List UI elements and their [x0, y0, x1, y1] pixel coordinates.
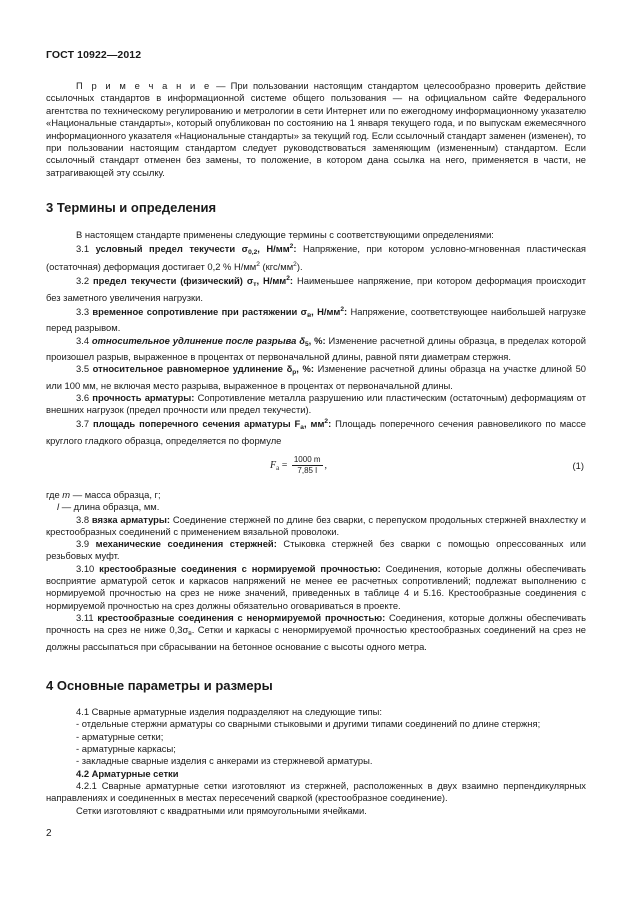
term-3-7: 3.7 площадь поперечного сечения арматуры $F_а$, $мм^2$: Площадь поперечного сечения равновеликого по массе круглого гладкого образца, определяется по формуле [46, 418, 586, 446]
list-item: - арматурные сетки; [76, 730, 164, 742]
document-header: ГОСТ 10922—2012 [46, 49, 142, 61]
section-3-title: 3 Термины и определения [46, 200, 217, 216]
term-3-5: 3.5 относительное равномерное удлинение $\delta_р$, %: Изменение расчетной длины образца на участке длиной 50 или 100 мм, не включая место разрыва, выраженное в процентах от первоначальной длины. [46, 363, 587, 391]
term-3-9: 3.9 механические соединения стержней: Стыковка стержней без сварки с помощью опрессованных или резьбовых муфт. [46, 538, 586, 562]
where-m: где m — масса образца, г; [46, 489, 161, 500]
term-3-2: 3.2 предел текучести (физический) $\sigma_т$, $Н/мм^2$: Наименьшее напряжение, при котором деформация происходит без заметного увеличения нагрузки. [46, 275, 586, 303]
section-4-title: 4 Основные параметры и размеры [46, 677, 273, 693]
note-text: — При пользовании настоящим стандартом целесообразно проверить действие ссылочных стандартов в информационной системе общего пользования — на официальном сайте Федерального агентства по техническому регулированию и метрологии в сети Интернет или по ежегодному информационному указателю «Национальные стандарты», который опубликован по состоянию на 1 января текущего года, и по выпускам ежемесячного информационного указателя «Национальные стандарты» за текущий год. Если ссылочный стандарт заменен (изменен), то при пользовании настоящим стандартом следует руководствоваться заменяющим (измененным) стандартом. Если ссылочный стандарт отменен без замены, то положение, в котором дана ссылка на него, применяется в части, не затрагивающей эту ссылку. [46, 80, 587, 178]
term-3-4: 3.4 относительное удлинение после разрыва $\delta_5$, %: Изменение расчетной длины образца, в пределах которой произошел разрыв, выраженное в процентах от первоначальной длины, равной пяти диаметрам стержня. [46, 334, 587, 362]
formula-number: (1) [572, 460, 584, 471]
formula-1 [46, 450, 586, 484]
term-3-11: 3.11 крестообразные соединения с ненормируемой прочностью: Соединения, которые должны обеспечивать прочность на срез не ниже $0,3\sigma_в$. Сетки и каркасы с ненормируемой прочностью крестообразных соединений на срез не должны рассыпаться при сбрасывании на бетонное основание с высоты одного метра. [46, 611, 586, 652]
subsection-4-2-title: 4.2 Арматурные сетки [76, 767, 179, 779]
page-number: 2 [46, 828, 52, 839]
para-last: Сетки изготовляют с квадратными или прямоугольными ячейками. [76, 804, 367, 816]
note-paragraph [46, 80, 586, 179]
where-l: l — длина образца, мм. [57, 501, 160, 513]
formula-fraction: $\frac{1000 m}{7,85 l}$ [293, 455, 321, 475]
para-4-2-1: 4.2.1 Сварные арматурные сетки изготовляют из стержней, расположенных в двух взаимно перпендикулярных направлениях и соединенных в местах пересечений сваркой (крестообразное соединение). [46, 779, 586, 804]
term-3-3: 3.3 временное сопротивление при растяжении $\sigma_в$, $Н/мм^2$: Напряжение, соответствующее наибольшей нагрузке перед разрывом. [46, 306, 587, 334]
term-3-8: 3.8 вязка арматуры: Соединение стержней по длине без сварки, с перепуском продольных стержней внахлестку и крестообразных соединений с применением вязальной проволоки. [46, 513, 586, 537]
section-3-intro: В настоящем стандарте применены следующие термины с соответствующими определениями: [76, 228, 494, 240]
term-3-10: 3.10 крестообразные соединения с нормируемой прочностью: Соединения, которые должны обеспечивать восприятие арматурой сеток и каркасов напряжений не менее ее расчетных сопротивлений; подлежат выполнению с нормируемой прочностью на срез не ниже значений, приведенных в таблице 4 и 5.16. Крестообразные соединения с нормируемой прочностью на срез должны обязательно оговариваться в проекте. [46, 562, 586, 611]
para-4-1: 4.1 Сварные арматурные изделия подразделяют на следующие типы: [76, 706, 383, 718]
term-3-6: 3.6 прочность арматуры: Сопротивление металла разрушению или пластическим (остаточным) деформациям от внешних нагрузок (предел прочности или предел текучести). [46, 391, 586, 416]
list-item: - закладные сварные изделия с анкерами из стержневой арматуры. [76, 755, 373, 767]
list-item: - отдельные стержни арматуры со сварными стыковыми и другими типами соединений по длине стержня; [76, 718, 541, 730]
note-label: П р и м е ч а н и е [76, 80, 211, 91]
term-3-1: 3.1 условный предел текучести $\sigma_{0,2}$, $Н/мм^2$: Напряжение, при котором условно-мгновенная пластическая (остаточная) деформация достигает 0,2 % $Н/мм^2$ $(кгс/мм^2)$. [46, 242, 586, 273]
document-body [46, 80, 586, 817]
formula-expression: $F_а$ = $\frac{1000 m}{7,85 l}$ , [270, 455, 328, 475]
list-item: - арматурные каркасы; [76, 743, 176, 755]
